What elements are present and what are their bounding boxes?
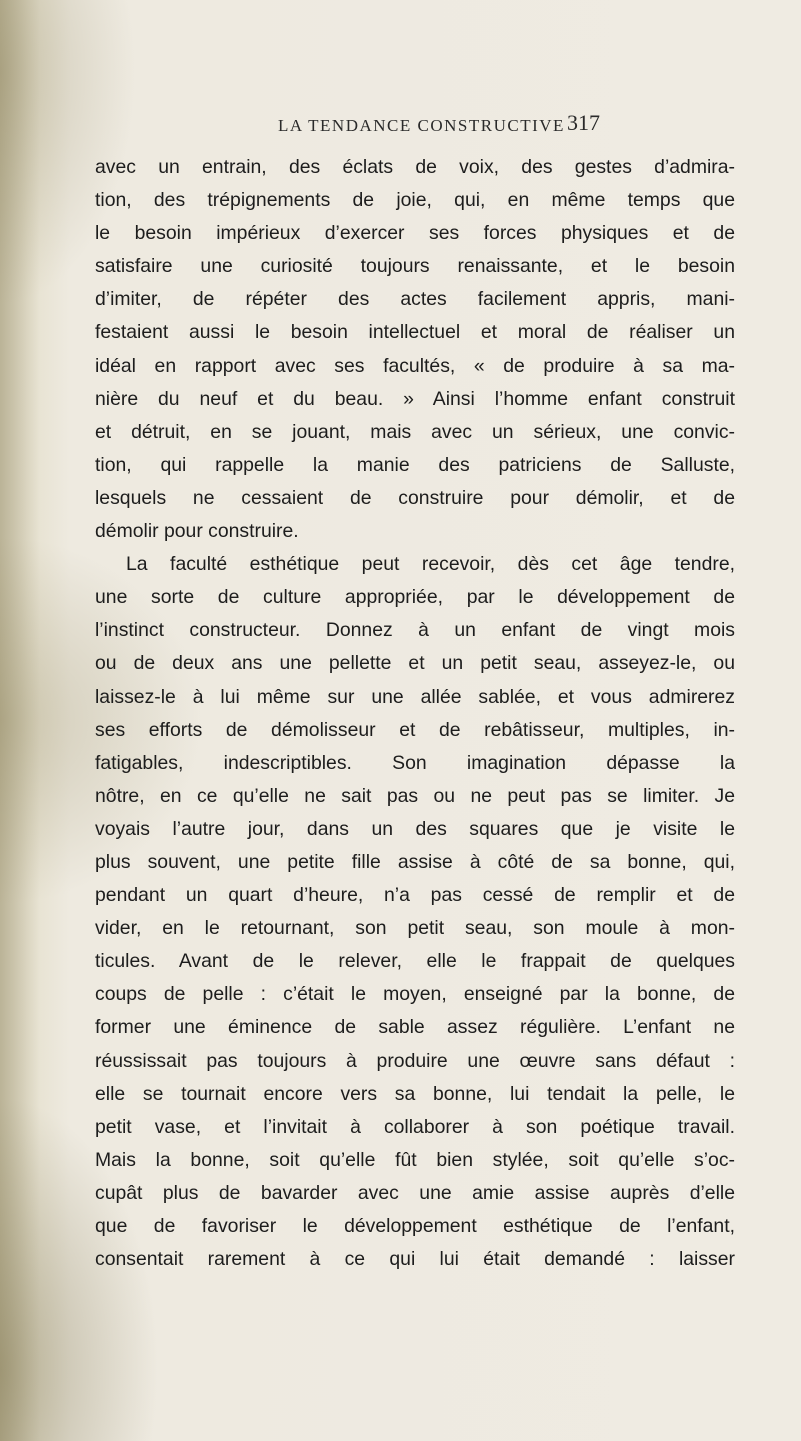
text-line: satisfaire une curiosité toujours renaissante, et le besoin — [95, 255, 735, 278]
text-line: former une éminence de sable assez régulière. L’enfant ne — [95, 1016, 735, 1039]
text-line: elle se tournait encore vers sa bonne, lui tendait la pelle, le — [95, 1082, 735, 1105]
text-line: avec un entrain, des éclats de voix, des gestes d’admira- — [95, 156, 735, 178]
page-edge-stain — [0, 0, 40, 1441]
text-line: laissez-le à lui même sur une allée sablée, et vous admirerez — [95, 685, 735, 708]
text-line: cupât plus de bavarder avec une amie assise auprès d’elle — [95, 1181, 735, 1204]
text-line: ticules. Avant de le relever, elle le frappait de quelques — [95, 950, 735, 973]
text-line: fatigables, indescriptibles. Son imagination dépasse la — [95, 751, 735, 774]
text-line: coups de pelle : c’était le moyen, enseigné par la bonne, de — [95, 983, 735, 1006]
running-title: LA TENDANCE CONSTRUCTIVE — [278, 116, 565, 135]
text-line: que de favoriser le développement esthétique de l’enfant, — [95, 1215, 735, 1237]
text-line: l’instinct constructeur. Donnez à un enfant de vingt mois — [95, 619, 735, 642]
text-line: le besoin impérieux d’exercer ses forces physiques et de — [95, 222, 735, 245]
text-line: une sorte de culture appropriée, par le développement de — [95, 586, 735, 609]
text-line: nière du neuf et du beau. » Ainsi l’homme enfant construit — [95, 387, 735, 410]
text-line: idéal en rapport avec ses facultés, « de produire à sa ma- — [95, 354, 735, 377]
text-line: tion, qui rappelle la manie des patriciens de Salluste, — [95, 453, 735, 476]
text-line: Mais la bonne, soit qu’elle fût bien stylée, soit qu’elle s’oc- — [95, 1148, 735, 1171]
text-line: tion, des trépignements de joie, qui, en même temps que — [95, 189, 735, 212]
text-line: pendant un quart d’heure, n’a pas cessé de remplir et de — [95, 884, 735, 907]
text-line: festaient aussi le besoin intellectuel et moral de réaliser un — [95, 321, 735, 344]
text-line: vider, en le retournant, son petit seau, son moule à mon- — [95, 917, 735, 940]
paragraph-first-line: La faculté esthétique peut recevoir, dès cet âge tendre, — [126, 553, 735, 576]
text-line: lesquels ne cessaient de construire pour démolir, et de — [95, 486, 735, 509]
body-text — [95, 151, 735, 1276]
text-line: d’imiter, de répéter des actes facilement appris, mani- — [95, 288, 735, 311]
text-line: petit vase, et l’invitait à collaborer à son poétique travail. — [95, 1115, 735, 1138]
page-number: 317 — [567, 110, 600, 135]
text-line: consentait rarement à ce qui lui était demandé : laisser — [95, 1248, 735, 1271]
text-line: voyais l’autre jour, dans un des squares que je visite le — [95, 817, 735, 840]
text-line: ou de deux ans une pellette et un petit seau, asseyez-le, ou — [95, 652, 735, 675]
text-line: et détruit, en se jouant, mais avec un sérieux, une convic- — [95, 420, 735, 443]
text-line: ses efforts de démolisseur et de rebâtisseur, multiples, in- — [95, 718, 735, 741]
text-line: réussissait pas toujours à produire une œuvre sans défaut : — [95, 1049, 735, 1072]
text-line: plus souvent, une petite fille assise à côté de sa bonne, qui, — [95, 850, 735, 873]
paragraph-last-line: démolir pour construire. — [95, 520, 299, 543]
text-line: nôtre, en ce qu’elle ne sait pas ou ne peut pas se limiter. Je — [95, 784, 735, 807]
